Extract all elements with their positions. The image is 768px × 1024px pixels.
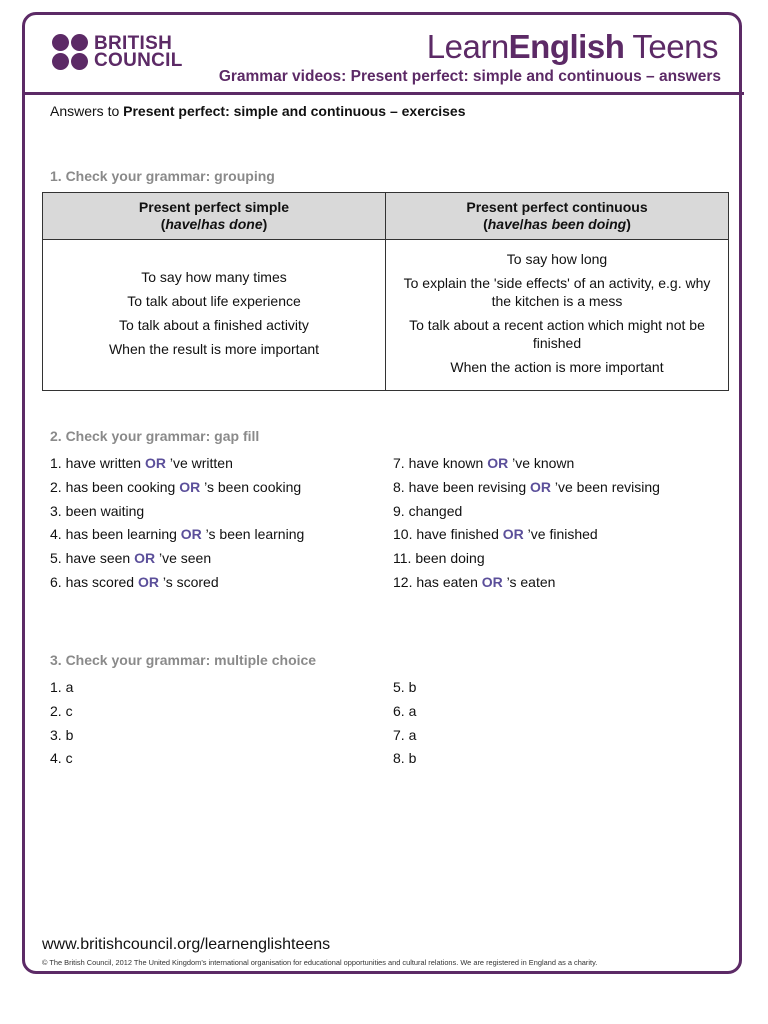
simple-form: (have/has done): [160, 216, 268, 232]
multiple-choice-list-left: [50, 676, 73, 771]
item-number: 12.: [393, 573, 413, 590]
or-label: OR: [137, 573, 159, 590]
item-number: 6.: [393, 702, 405, 719]
use-item: To say how long: [506, 251, 608, 267]
item-number: 11.: [393, 550, 412, 567]
item-number: 2.: [50, 702, 62, 719]
or-label: OR: [180, 526, 202, 543]
answer-text: have known: [408, 455, 484, 471]
or-label: OR: [134, 550, 156, 567]
item-number: 3.: [50, 502, 62, 519]
gap-fill-item: [393, 452, 660, 476]
answer-text: been doing: [415, 550, 485, 567]
grouping-table: [42, 192, 729, 391]
use-item: When the action is more important: [450, 359, 664, 375]
answer-text: has been cooking: [65, 478, 176, 495]
continuous-header: Present perfect continuous (have/has been doing): [386, 193, 729, 240]
gap-fill-item: [393, 500, 660, 524]
or-label: OR: [179, 478, 201, 495]
use-item: To say how many times: [141, 269, 287, 285]
multiple-choice-item: [393, 700, 416, 724]
multiple-choice-item: [393, 747, 416, 771]
intro-line: Answers to Present perfect: simple and continuous – exercises: [50, 103, 466, 119]
multiple-choice-item: [50, 700, 73, 724]
logo-line1: BRITISH: [94, 33, 173, 54]
answer-alt-text: ’s eaten: [506, 573, 556, 590]
item-number: 7.: [393, 455, 405, 471]
answer-alt-text: ’ve been revising: [554, 478, 660, 495]
gap-fill-list-left: [50, 452, 304, 595]
gap-fill-item: [393, 523, 660, 547]
choice-answer: a: [65, 679, 74, 695]
use-item: When the result is more important: [108, 341, 320, 357]
multiple-choice-item: [393, 676, 416, 700]
gap-fill-item: [50, 523, 304, 547]
use-item: To explain the 'side effects' of an activity, e.g. why the kitchen is a mess: [403, 275, 711, 309]
choice-answer: b: [408, 750, 417, 767]
gap-fill-item: [50, 571, 304, 595]
gap-fill-item: [393, 571, 660, 595]
or-label: OR: [487, 455, 509, 471]
answer-alt-text: ’ve known: [512, 455, 575, 471]
section3-heading: 3. Check your grammar: multiple choice: [50, 652, 317, 668]
multiple-choice-item: [50, 724, 73, 748]
gap-fill-list-right: [393, 452, 660, 595]
gap-fill-item: [50, 452, 304, 476]
multiple-choice-item: [50, 747, 73, 771]
answer-alt-text: ’s been learning: [205, 526, 305, 543]
item-number: 7.: [393, 726, 405, 743]
section1-heading: 1. Check your grammar: grouping: [50, 168, 275, 184]
item-number: 4.: [50, 526, 62, 543]
gap-fill-item: [393, 476, 660, 500]
answer-text: been waiting: [65, 502, 145, 519]
or-label: OR: [481, 573, 503, 590]
answer-text: have finished: [416, 526, 499, 543]
item-number: 2.: [50, 478, 62, 495]
use-item: To talk about a recent action which might not be finished: [409, 317, 705, 351]
continuous-form: (have/has been doing): [483, 216, 631, 232]
footer-copyright: © The British Council, 2012 The United Kingdom’s international organisation for educational opportunities and cultural relations. We are registered in England as a charity.: [42, 958, 598, 967]
item-number: 8.: [393, 750, 405, 767]
or-label: OR: [502, 526, 524, 543]
simple-uses-cell: [43, 240, 386, 391]
item-number: 1.: [50, 679, 62, 695]
item-number: 1.: [50, 455, 62, 471]
item-number: 5.: [393, 679, 405, 695]
use-item: To talk about life experience: [127, 293, 301, 309]
multiple-choice-item: [393, 724, 416, 748]
continuous-uses-cell: [386, 240, 729, 391]
or-label: OR: [144, 455, 166, 471]
header-divider: [22, 92, 744, 95]
gap-fill-item: [393, 547, 660, 571]
answer-text: has been learning: [65, 526, 177, 543]
logo-dots-icon: [52, 34, 88, 70]
logo-line2: COUNCIL: [94, 50, 183, 71]
learnenglish-teens-brand: LearnEnglish Teens: [426, 28, 718, 65]
answer-text: have seen: [65, 550, 131, 567]
item-number: 3.: [50, 726, 62, 743]
gap-fill-item: [50, 547, 304, 571]
answer-alt-text: ’s been cooking: [204, 478, 302, 495]
item-number: 9.: [393, 502, 405, 519]
answer-alt-text: ’s scored: [162, 573, 219, 590]
answer-text: have written: [65, 455, 142, 471]
answer-text: has scored: [65, 573, 135, 590]
answer-text: has eaten: [416, 573, 478, 590]
answer-text: have been revising: [408, 478, 527, 495]
item-number: 8.: [393, 478, 405, 495]
or-label: OR: [530, 478, 551, 495]
answer-alt-text: ’ve written: [169, 455, 233, 471]
item-number: 5.: [50, 550, 62, 567]
choice-answer: b: [65, 726, 74, 743]
choice-answer: c: [65, 750, 73, 767]
choice-answer: a: [408, 702, 417, 719]
choice-answer: c: [65, 702, 73, 719]
gap-fill-item: [50, 476, 304, 500]
section2-heading: 2. Check your grammar: gap fill: [50, 428, 260, 444]
multiple-choice-list-right: [393, 676, 416, 771]
item-number: 10.: [393, 526, 413, 543]
choice-answer: b: [408, 679, 417, 695]
multiple-choice-item: [50, 676, 73, 700]
item-number: 4.: [50, 750, 62, 767]
simple-header: Present perfect simple (have/has done): [43, 193, 386, 240]
document-title: Grammar videos: Present perfect: simple and continuous – answers: [218, 68, 721, 85]
footer-url-link[interactable]: www.britishcouncil.org/learnenglishteens: [42, 936, 331, 953]
answer-alt-text: ’ve finished: [527, 526, 598, 543]
use-item: To talk about a finished activity: [119, 317, 309, 333]
gap-fill-item: [50, 500, 304, 524]
answer-alt-text: ’ve seen: [158, 550, 212, 567]
item-number: 6.: [50, 573, 62, 590]
choice-answer: a: [408, 726, 417, 743]
british-council-logo: [52, 34, 183, 70]
answer-text: changed: [408, 502, 463, 519]
